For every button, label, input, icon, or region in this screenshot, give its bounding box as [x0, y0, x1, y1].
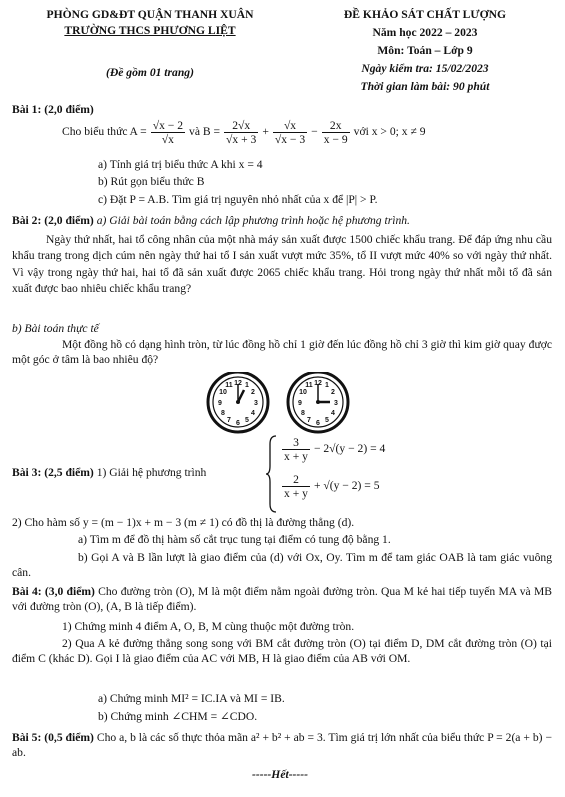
- svg-text:5: 5: [325, 417, 329, 424]
- bai2-b-text: Một đồng hồ có dạng hình tròn, từ lúc đồng hồ chỉ 1 giờ đến lúc đồng hồ chỉ 3 giờ thì kim giờ quay được một góc ở tâm là bao nhiêu độ?: [12, 338, 552, 366]
- page-count: (Đề gồm 01 trang): [106, 66, 194, 79]
- bai3-a: a) Tìm m để đồ thị hàm số cắt trục tung tại điểm có tung độ bằng 1.: [78, 533, 391, 546]
- svg-text:2: 2: [331, 389, 335, 396]
- bai1-expression: [62, 119, 426, 147]
- exam-date: Ngày kiểm tra: 15/02/2023: [361, 62, 489, 75]
- exam-duration: Thời gian làm bài: 90 phút: [360, 80, 490, 93]
- bai5-heading: Bài 5: (0,5 điểm): [12, 731, 94, 744]
- bai3-p1: 1) Giải hệ phương trình: [96, 466, 207, 479]
- svg-text:8: 8: [301, 410, 305, 417]
- svg-text:9: 9: [298, 400, 302, 407]
- svg-text:12: 12: [314, 380, 322, 387]
- bai4-intro-block: [12, 585, 552, 615]
- svg-text:1: 1: [325, 382, 329, 389]
- svg-text:8: 8: [221, 410, 225, 417]
- school-year: Năm học 2022 – 2023: [372, 26, 478, 39]
- bai2-a-text: Ngày thứ nhất, hai tổ công nhân của một nhà máy sản xuất được 1500 chiếc khẩu trang. Để đáp ứng nhu cầu khẩu trang trong dịch cúm nên ngày thứ hai tổ I sản xuất vượt mức 35%, tổ II vượt mức 40% so với ngày thứ nhất. Vì vậy trong ngày thứ hai, hai tổ đã sản xuất được 2065 chiếc khẩu trang. Hỏi trong ngày thứ nhất mỗi tổ đã sản xuất được bao nhiêu chiếc khẩu trang?: [12, 233, 552, 296]
- svg-text:7: 7: [307, 417, 311, 424]
- plus-sign: +: [262, 125, 269, 139]
- school-name: TRƯỜNG THCS PHƯƠNG LIỆT: [64, 24, 236, 37]
- bai4-heading: Bài 4: (3,0 điểm): [12, 585, 95, 598]
- bai4-b: b) Chứng minh ∠CHM = ∠CDO.: [98, 710, 258, 723]
- bai3-p2: 2) Cho hàm số y = (m − 1)x + m − 3 (m ≠ 1) có đồ thị là đường thẳng (d).: [12, 516, 355, 529]
- bai1-intro: Cho biểu thức: [62, 125, 128, 139]
- fraction-a: $\frac{√x - 2}{√x}$: [152, 119, 184, 147]
- svg-text:10: 10: [299, 389, 307, 396]
- fraction-b3: $\frac{2x}{x - 9}$: [323, 119, 348, 147]
- bai2-b-label: b) Bài toán thực tế: [12, 322, 99, 335]
- svg-text:3: 3: [254, 400, 258, 407]
- clocks-illustration: [196, 372, 356, 434]
- bai1-heading: Bài 1: (2,0 điểm): [12, 103, 94, 116]
- bai3-b: b) Gọi A và B lần lượt là giao điểm của (d) với Ox, Oy. Tìm m để tam giác OAB là tam giác vuông cân.: [12, 551, 552, 579]
- clock-one-icon: [208, 372, 268, 432]
- bai2-a-label: a) Giải bài toán bằng cách lập phương trình hoặc hệ phương trình.: [96, 214, 410, 227]
- bai3-heading: Bài 3: (2,5 điểm): [12, 466, 94, 479]
- svg-text:11: 11: [305, 382, 313, 389]
- and-b: và B =: [189, 125, 221, 139]
- bai4-a: a) Chứng minh MI² = IC.IA và MI = IB.: [98, 692, 285, 705]
- clock-three-icon: [288, 372, 348, 432]
- svg-text:3: 3: [334, 400, 338, 407]
- svg-text:5: 5: [245, 417, 249, 424]
- subject: Môn: Toán – Lớp 9: [377, 44, 473, 57]
- bai1-b: b) Rút gọn biểu thức B: [98, 175, 205, 188]
- fraction-b2: $\frac{√x}{√x - 3}$: [274, 119, 306, 147]
- bai1-c: c) Đặt P = A.B. Tìm giá trị nguyên nhỏ nhất của x để |P| > P.: [98, 193, 378, 206]
- svg-text:10: 10: [219, 389, 227, 396]
- svg-text:4: 4: [331, 410, 335, 417]
- svg-text:6: 6: [316, 420, 320, 427]
- bai4-p1: 1) Chứng minh 4 điểm A, O, B, M cùng thuộc một đường tròn.: [62, 620, 355, 633]
- bai3-heading-line: [12, 466, 206, 481]
- svg-text:6: 6: [236, 420, 240, 427]
- dept-name: PHÒNG GD&ĐT QUẬN THANH XUÂN: [46, 8, 254, 21]
- bai4-p2: 2) Qua A kẻ đường thẳng song song với BM cắt đường tròn (O) tại điểm D, DM cắt đường tròn (O) tại điểm C (khác D). Gọi I là giao điểm của AC với MB, H là giao điểm của AB với OM.: [12, 637, 552, 665]
- end-marker: -----Hết-----: [251, 768, 308, 781]
- svg-text:4: 4: [251, 410, 255, 417]
- bai4-intro: Cho đường tròn (O), M là một điểm nằm ngoài đường tròn. Qua M kẻ hai tiếp tuyến MA và MB với đường tròn (O), (A, B là tiếp điểm).: [12, 585, 552, 613]
- fraction-b1: $\frac{2√x}{√x + 3}$: [226, 119, 257, 147]
- exam-title: ĐỀ KHẢO SÁT CHẤT LƯỢNG: [343, 8, 507, 21]
- svg-text:7: 7: [227, 417, 231, 424]
- system-brace: [266, 434, 278, 514]
- system-eq2: $\frac{2}{x + y}$ + √(y − 2) = 5: [284, 473, 380, 501]
- bai5-text: Cho a, b là các số thực thỏa mãn a² + b² + ab = 3. Tìm giá trị lớn nhất của biểu thức P = 2(a + b) − ab.: [12, 731, 552, 759]
- condition: với x > 0; x ≠ 9: [353, 125, 426, 139]
- svg-text:1: 1: [245, 382, 249, 389]
- bai2-heading-line: [12, 214, 410, 229]
- system-eq1: $\frac{3}{x + y}$ − 2√(y − 2) = 4: [284, 436, 386, 464]
- bai2-heading: Bài 2: (2,0 điểm): [12, 214, 94, 227]
- bai1-a: a) Tính giá trị biểu thức A khi x = 4: [98, 158, 263, 171]
- bai5-block: [12, 731, 552, 761]
- a-eq: A =: [129, 125, 147, 139]
- svg-text:9: 9: [218, 400, 222, 407]
- svg-text:11: 11: [225, 382, 233, 389]
- svg-text:12: 12: [234, 380, 242, 387]
- svg-text:2: 2: [251, 389, 255, 396]
- minus-sign: −: [311, 125, 318, 139]
